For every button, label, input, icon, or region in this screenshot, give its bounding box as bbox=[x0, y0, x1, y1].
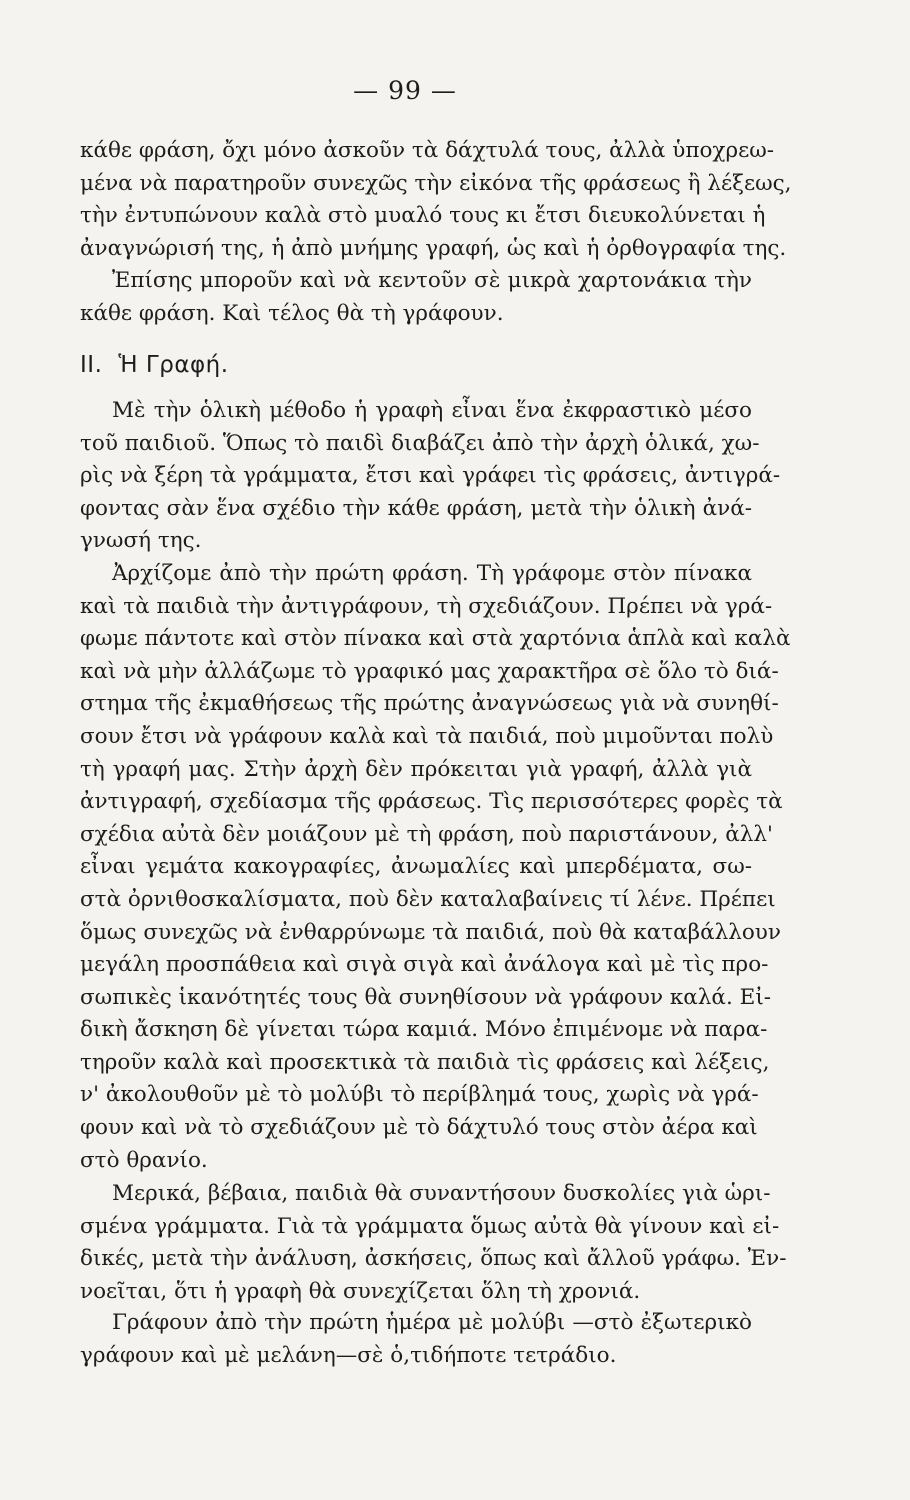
text-line: δικές, μετὰ τὴν ἀνάλυση, ἀσκήσεις, ὅπως καὶ ἄλλοῦ γράφω. Ἐν- bbox=[80, 1246, 787, 1272]
paragraph-group-4 bbox=[80, 1307, 752, 1372]
text-line: στημα τῆς ἐκμαθήσεως τῆς πρώτης ἀναγνώσεως γιὰ νὰ συνηθί- bbox=[80, 691, 779, 717]
text-line: ἀναγνώρισή της, ἡ ἀπὸ μνήμης γραφή, ὡς καὶ ἡ ὀρθογραφία της. bbox=[80, 235, 787, 261]
text-line: ν' ἀκολουθοῦν μὲ τὸ μολύβι τὸ περίβλημά τους, χωρὶς νὰ γρά- bbox=[80, 1082, 759, 1108]
section-number: II. bbox=[80, 352, 103, 378]
text-line: τοῦ παιδιοῦ. Ὅπως τὸ παιδὶ διαβάζει ἀπὸ τὴν ἀρχὴ ὁλικά, χω- bbox=[80, 430, 760, 456]
page-number: — 99 — bbox=[353, 76, 457, 105]
section-heading bbox=[80, 352, 229, 378]
text-line: φουν καὶ νὰ τὸ σχεδιάζουν μὲ τὸ δάχτυλό τους στὸν ἀέρα καὶ bbox=[80, 1115, 758, 1141]
text-line: ρὶς νὰ ξέρη τὰ γράμματα, ἔτσι καὶ γράφει τὶς φράσεις, ἀντιγρά- bbox=[80, 463, 781, 489]
text-line: σχέδια αὐτὰ δὲν μοιάζουν μὲ τὴ φράση, ποὺ παριστάνουν, ἀλλ' bbox=[80, 821, 773, 847]
text-line: σωπικὲς ἱκανότητές τους θὰ συνηθίσουν νὰ γράφουν καλά. Εἰ- bbox=[80, 984, 772, 1010]
text-line: γράφουν καὶ μὲ μελάνη—σὲ ὁ,τιδήποτε τετράδιο. bbox=[80, 1342, 617, 1368]
text-line: ὅμως συνεχῶς νὰ ἐνθαρρύνωμε τὰ παιδιά, ποὺ θὰ καταβάλλουν bbox=[80, 919, 781, 945]
text-line: μεγάλη προσπάθεια καὶ σιγὰ σιγὰ καὶ ἀνάλογα καὶ μὲ τὶς προ- bbox=[80, 952, 769, 978]
paragraph-group-3 bbox=[80, 1178, 787, 1308]
text-line: Γράφουν ἀπὸ τὴν πρώτη ἡμέρα μὲ μολύβι —στὸ ἐξωτερικὸ bbox=[112, 1310, 752, 1335]
text-line: καὶ τὰ παιδιὰ τὴν ἀντιγράφουν, τὴ σχεδιάζουν. Πρέπει νὰ γρά- bbox=[80, 593, 773, 619]
text-line: νοεῖται, ὅτι ἡ γραφὴ θὰ συνεχίζεται ὅλη τὴ χρονιά. bbox=[80, 1278, 641, 1304]
text-line: τηροῦν καλὰ καὶ προσεκτικὰ τὰ παιδιὰ τὶς φράσεις καὶ λέξεις, bbox=[80, 1049, 770, 1075]
text-line: γνωσή της. bbox=[80, 528, 202, 554]
text-line: Ἐπίσης μποροῦν καὶ νὰ κεντοῦν σὲ μικρὰ χαρτονάκια τὴν bbox=[112, 268, 752, 294]
text-line: Μερικά, βέβαια, παιδιὰ θὰ συναντήσουν δυσκολίες γιὰ ὡρι- bbox=[112, 1181, 771, 1206]
text-line: Μὲ τὴν ὁλικὴ μέθοδο ἡ γραφὴ εἶναι ἕνα ἐκφραστικὸ μέσο bbox=[112, 398, 752, 423]
text-line: στὰ ὀρνιθοσκαλίσματα, ποὺ δὲν καταλαβαίνεις τί λένε. Πρέπει bbox=[80, 886, 776, 912]
text-line: τὴν ἐντυπώνουν καλὰ στὸ μυαλό τους κι ἔτσι διευκολύνεται ἡ bbox=[80, 203, 766, 229]
text-line: ἀντιγραφή, σχεδίασμα τῆς φράσεως. Τὶς περισσότερες φορὲς τὰ bbox=[80, 789, 783, 815]
text-line: φοντας σὰν ἕνα σχέδιο τὴν κάθε φράση, μετὰ τὴν ὁλικὴ ἀνά- bbox=[80, 495, 752, 521]
text-line: δικὴ ἄσκηση δὲ γίνεται τώρα καμιά. Μόνο ἐπιμένομε νὰ παρα- bbox=[80, 1017, 768, 1043]
text-line: κάθε φράση. Καὶ τέλος θὰ τὴ γράφουν. bbox=[80, 300, 504, 326]
text-line: εἶναι γεμάτα κακογραφίες, ἀνωμαλίες καὶ μπερδέματα, σω- bbox=[80, 854, 752, 880]
text-line: τὴ γραφή μας. Στὴν ἀρχὴ δὲν πρόκειται γιὰ γραφή, ἀλλὰ γιὰ bbox=[80, 756, 752, 782]
text-line: φωμε πάντοτε καὶ στὸν πίνακα καὶ στὰ χαρτόνια ἁπλὰ καὶ καλὰ bbox=[80, 626, 791, 652]
text-line: σμένα γράμματα. Γιὰ τὰ γράμματα ὅμως αὐτὰ θὰ γίνουν καὶ εἰ- bbox=[80, 1213, 780, 1239]
text-line: καὶ νὰ μὴν ἀλλάζωμε τὸ γραφικό μας χαρακτῆρα σὲ ὅλο τὸ διά- bbox=[80, 658, 779, 684]
text-line: μένα νὰ παρατηροῦν συνεχῶς τὴν εἰκόνα τῆς φράσεως ἢ λέξεως, bbox=[80, 170, 792, 196]
text-line: στὸ θρανίο. bbox=[80, 1147, 208, 1173]
text-line: Ἀρχίζομε ἀπὸ τὴν πρώτη φράση. Τὴ γράφομε στὸν πίνακα bbox=[112, 560, 752, 586]
text-line: σουν ἔτσι νὰ γράφουν καλὰ καὶ τὰ παιδιά, ποὺ μιμοῦνται πολὺ bbox=[80, 723, 774, 749]
text-line: κάθε φράση, ὄχι μόνο ἀσκοῦν τὰ δάχτυλά τους, ἀλλὰ ὑποχρεω- bbox=[80, 138, 775, 163]
section-title: Ἡ Γραφή. bbox=[118, 352, 229, 378]
paragraph-group-2 bbox=[80, 395, 791, 1177]
paragraph-group-1 bbox=[80, 135, 792, 331]
